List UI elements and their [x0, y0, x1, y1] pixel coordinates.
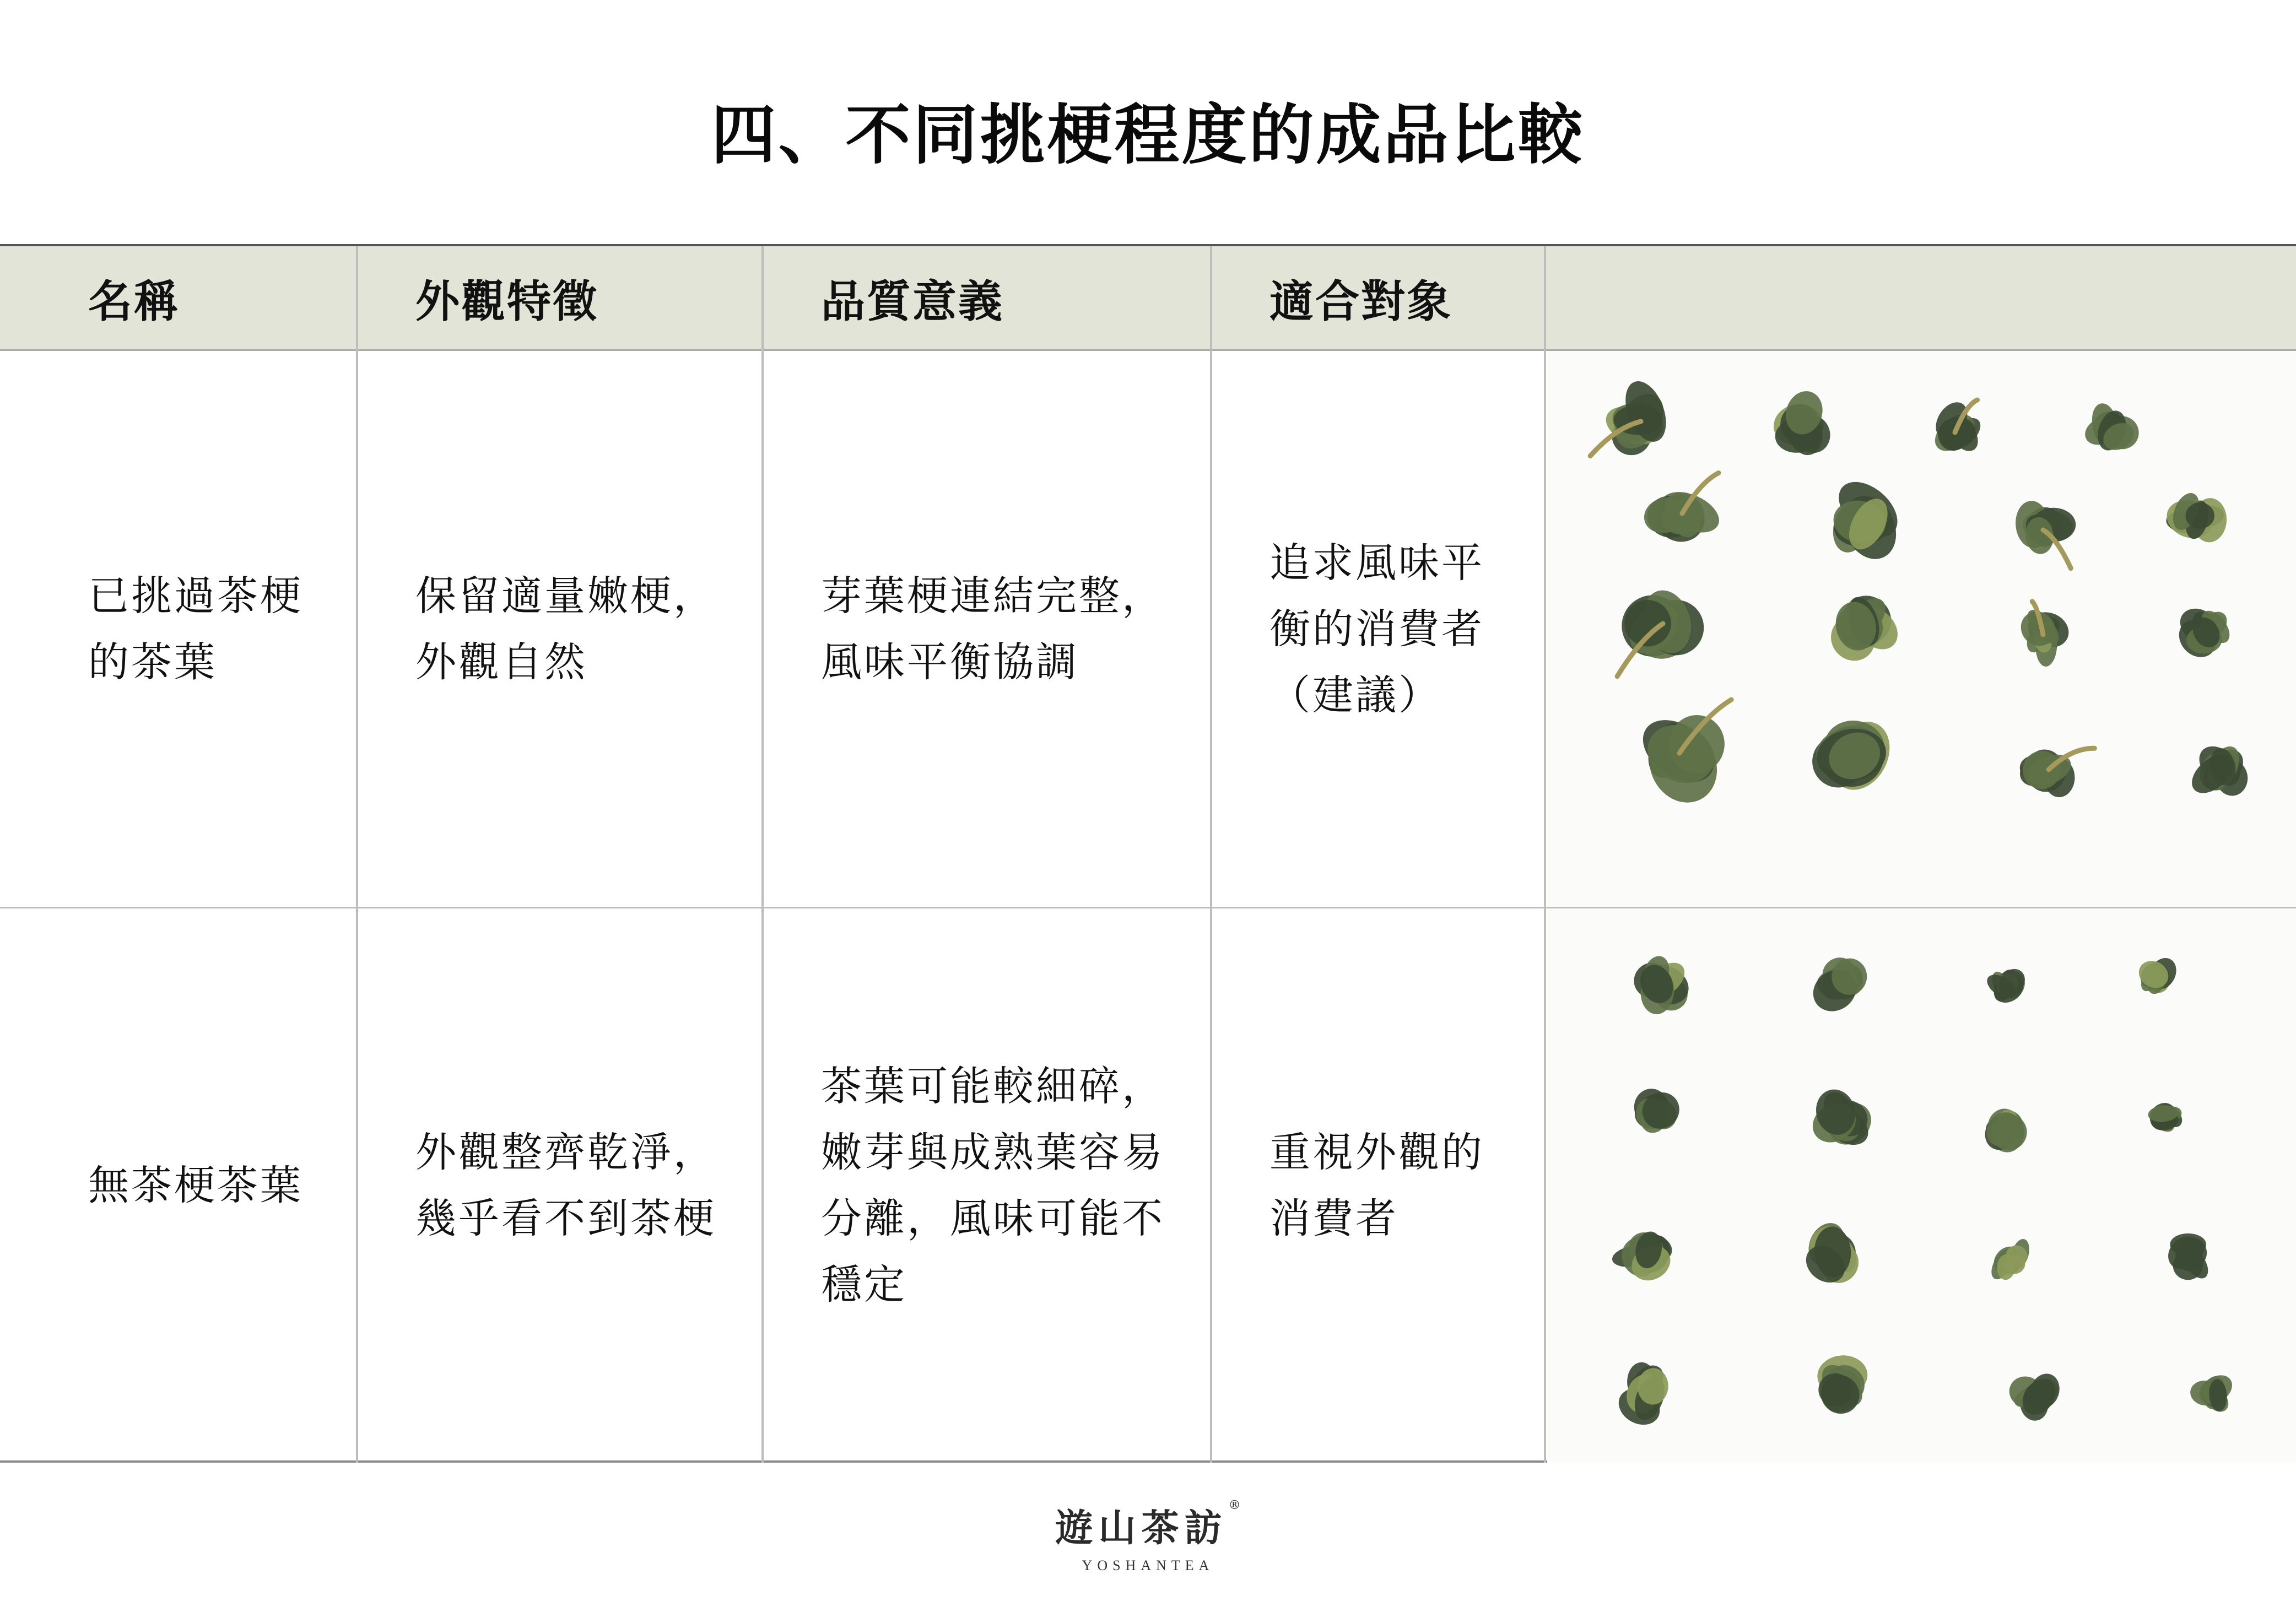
row-1-audience-line-3: （建議）: [1269, 671, 1441, 719]
table-row-2-appearance: [415, 908, 757, 1463]
header-audience: 適合對象: [1269, 275, 1452, 327]
brand-logo-chinese: [0, 1498, 2296, 1552]
row-2-quality-line-4: 穩定: [821, 1261, 907, 1308]
row-1-audience-line-1: 追求風味平: [1269, 539, 1484, 587]
row-1-quality-line-2: 風味平衡協調: [821, 638, 1079, 686]
tea-leaf-ball: [2162, 1230, 2213, 1283]
row-2-appearance-line-1: 外觀整齊乾淨，: [415, 1129, 716, 1176]
row-1-name-line-2: 的茶葉: [88, 638, 217, 686]
tea-leaves-with-stems-image: [1547, 351, 2296, 907]
tea-leaf-ball: [1822, 586, 1906, 670]
tea-leaf-ball: [1805, 951, 1869, 1020]
tea-leaf-ball: [2014, 602, 2074, 667]
comparison-table: [0, 244, 2296, 1463]
tea-leaf-ball: [2134, 953, 2181, 997]
table-row-1-quality: [821, 351, 1207, 907]
table-row-1-appearance: [415, 351, 757, 907]
column-divider: [1544, 246, 1546, 1463]
tea-leaf-ball: [2081, 402, 2143, 456]
tea-leaf-ball: [1631, 700, 1731, 814]
header-name: 名稱: [88, 275, 180, 327]
tea-leaf-ball: [2014, 500, 2076, 569]
tea-leaf-ball: [2185, 738, 2251, 800]
row-2-audience-line-1: 重視外觀的: [1269, 1129, 1484, 1176]
row-2-audience-line-2: 消費者: [1269, 1195, 1398, 1242]
tea-leaf-ball: [1828, 471, 1908, 567]
tea-leaf-ball: [1813, 1354, 1872, 1421]
tea-leaf-ball: [1612, 1360, 1670, 1432]
table-row-2-quality: [821, 908, 1207, 1463]
tea-leaf-ball: [2171, 602, 2235, 664]
column-divider: [1210, 246, 1212, 1463]
rolled-oolong-stemless-photo: [1547, 908, 2296, 1463]
row-2-quality-line-3: 分離，風味可能不: [821, 1195, 1165, 1242]
tea-leaf-ball: [1611, 1225, 1677, 1287]
tea-leaf-ball: [2006, 1370, 2064, 1422]
tea-leaf-ball: [1928, 397, 1986, 458]
table-row-1-name: [88, 351, 353, 907]
tea-leaf-ball: [1799, 1217, 1866, 1290]
tea-leaves-stemless-image: [1547, 908, 2296, 1463]
tea-leaf-ball: [1640, 473, 1725, 548]
row-2-quality-line-2: 嫩芽與成熟葉容易: [821, 1129, 1165, 1176]
tea-leaf-ball: [1615, 585, 1710, 677]
row-1-appearance-line-2: 外觀自然: [415, 638, 587, 686]
tea-leaf-ball: [1980, 1105, 2033, 1156]
header-appearance: 外觀特徵: [415, 275, 598, 327]
page-title: 四、不同挑梗程度的成品比較: [711, 96, 1585, 173]
row-2-appearance-line-2: 幾乎看不到茶梗: [415, 1195, 716, 1242]
row-1-audience-line-2: 衡的消費者: [1269, 605, 1484, 653]
tea-leaf-ball: [2014, 743, 2094, 799]
tea-leaf-ball: [1627, 953, 1695, 1015]
rolled-oolong-with-stems-photo: [1547, 351, 2296, 907]
tea-leaf-ball: [1983, 964, 2030, 1008]
column-divider: [356, 246, 358, 1463]
brand-name-en: YOSHANTEA: [1082, 1557, 1214, 1573]
tea-leaf-ball: [2161, 489, 2228, 545]
tea-leaf-ball: [1804, 712, 1901, 800]
tea-leaf-ball: [1987, 1237, 2032, 1283]
brand-footer: [0, 1498, 2296, 1574]
brand-name-cn: 遊山茶訪: [1055, 1506, 1228, 1550]
tea-leaf-ball: [1806, 1085, 1880, 1154]
tea-leaf-ball: [1630, 1085, 1687, 1137]
tea-leaf-ball: [1590, 376, 1674, 460]
table-header-row: [0, 246, 2296, 351]
tea-leaf-ball: [2189, 1370, 2238, 1416]
table-row-1-audience: [1269, 351, 1539, 907]
row-2-quality-line-1: 茶葉可能較細碎，: [821, 1063, 1165, 1110]
header-quality: 品質意義: [821, 275, 1004, 327]
row-1-appearance-line-1: 保留適量嫩梗，: [415, 572, 716, 620]
column-divider: [761, 246, 764, 1463]
row-1-quality-line-1: 芽葉梗連結完整，: [821, 572, 1165, 620]
tea-leaf-ball: [2144, 1097, 2186, 1135]
tea-leaf-ball: [1769, 386, 1836, 459]
table-row-2-audience: [1269, 908, 1539, 1463]
table-row-2-name: [88, 908, 353, 1463]
registered-mark: ®: [1228, 1498, 1241, 1512]
row-1-name-line-1: 已挑過茶梗: [88, 572, 303, 620]
row-2-name-line-1: 無茶梗茶葉: [88, 1162, 303, 1209]
